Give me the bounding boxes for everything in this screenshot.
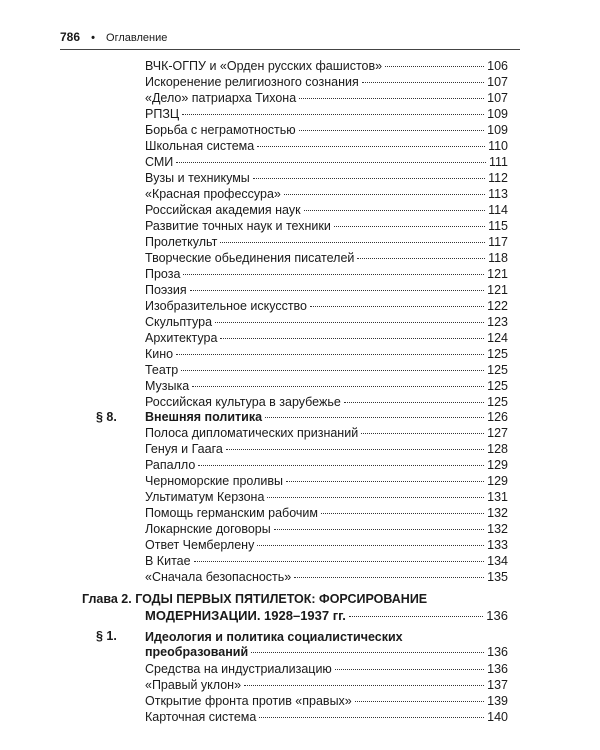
toc-entry: Открытие фронта против «правых» 139 — [145, 694, 508, 708]
toc-entry: Школьная система 110 — [145, 139, 508, 153]
toc-entry: Локарнские договоры 132 — [145, 522, 508, 536]
toc-entry: СМИ 111 — [145, 155, 508, 169]
toc-entry: Музыка 125 — [145, 379, 508, 393]
toc-entry: «Дело» патриарха Тихона 107 — [145, 91, 508, 105]
toc-entry: ВЧК-ОГПУ и «Орден русских фашистов» 106 — [145, 59, 508, 73]
chapter-2-heading — [82, 591, 508, 607]
toc-entry: РПЗЦ 109 — [145, 107, 508, 121]
toc-entry: «Сначала безопасность» 135 — [145, 570, 508, 584]
toc-entry: Проза 121 — [145, 267, 508, 281]
toc-entry: Пролеткульт 117 — [145, 235, 508, 249]
toc-entry: Ответ Чемберлену 133 — [145, 538, 508, 552]
toc-entry: Кино 125 — [145, 347, 508, 361]
toc-entry: Вузы и техникумы 112 — [145, 171, 508, 185]
toc-entry: Помощь германским рабочим 132 — [145, 506, 508, 520]
chapter-2-title-line2: МОДЕРНИЗАЦИИ. 1928–1937 гг. 136 — [145, 608, 508, 623]
toc-entry: «Красная профессура» 113 — [145, 187, 508, 201]
header-title: Оглавление — [106, 32, 168, 44]
toc-entry: Российская культура в зарубежье 125 — [145, 395, 508, 409]
toc-entry: Черноморские проливы 129 — [145, 474, 508, 488]
toc-entry: Архитектура 124 — [145, 331, 508, 345]
toc-entry: Развитие точных наук и техники 115 — [145, 219, 508, 233]
toc-entry: Российская академия наук 114 — [145, 203, 508, 217]
toc-entry: «Правый уклон» 137 — [145, 678, 508, 692]
toc-entry: Изобразительное искусство 122 — [145, 299, 508, 313]
section-1-title-line2: преобразований 136 — [145, 645, 508, 659]
toc-entry: Поэзия 121 — [145, 283, 508, 297]
toc-entry: Скульптура 123 — [145, 315, 508, 329]
toc-entry: В Китае 134 — [145, 554, 508, 568]
toc-entry: Средства на индустриализацию 136 — [145, 662, 508, 676]
table-of-contents: ВЧК-ОГПУ и «Орден русских фашистов» 106 Искоренение религиозного сознания 107 «Дело» патриарха Тихона 107 РПЗЦ 109 Борьба с неграмотностью 109 Школьная система 110 СМИ 111 Вузы и техникумы 112 «Красная профессура» 113 Российская академия наук 114 Развитие точных наук и техники 115 Пролеткульт 117 Творческие обьединения писателей 118 Проза 121 Поэзия 121 Изобразительное искусство 122 Скульптура 123 Архитектура 124 Кино 125 Театр 125 Музыка 125 Российская культура в зарубежье 125 § 8. Внешняя политика 126 Полоса дипломатических признаний 127 Генуя и Гаага 128 Рапалло 129 Черноморские проливы 129 Ультиматум Керзона 131 Помощь германским рабочим 132 Локарнские договоры 132 Ответ Чемберлену 133 В Китае 134 «Сначала безопасность» 135 Глава 2. ГОДЫ ПЕРВЫХ ПЯТИЛЕТОК: ФОРСИРОВАНИЕ МОДЕРНИЗАЦИИ. 1928–1937 гг. 136 § 1. Идеология и политика социалистических преобразований 136 Средства на индустриализацию 136 «Правый уклон» 137 Открытие фронта против «правых» 139 Карточная система 140 — [82, 59, 508, 724]
section-1-heading — [145, 629, 508, 645]
toc-entry: Искоренение религиозного сознания 107 — [145, 75, 508, 89]
toc-entry: Рапалло 129 — [145, 458, 508, 472]
toc-entry: Борьба с неграмотностью 109 — [145, 123, 508, 137]
toc-entry: Полоса дипломатических признаний 127 — [145, 426, 508, 440]
chapter-2-title-line1: Глава 2. ГОДЫ ПЕРВЫХ ПЯТИЛЕТОК: ФОРСИРОВАНИЕ — [82, 592, 428, 606]
toc-entry: Творческие обьединения писателей 118 — [145, 251, 508, 265]
toc-entry: Ультиматум Керзона 131 — [145, 490, 508, 504]
toc-entry: Карточная система 140 — [145, 710, 508, 724]
toc-entry: Генуя и Гаага 128 — [145, 442, 508, 456]
header-bullet: • — [91, 32, 95, 44]
toc-entry: Театр 125 — [145, 363, 508, 377]
section-1-title-line1: Идеология и политика социалистических — [145, 630, 403, 644]
section-8-heading: Внешняя политика 126 — [145, 410, 508, 424]
page-number: 786 — [60, 30, 81, 44]
